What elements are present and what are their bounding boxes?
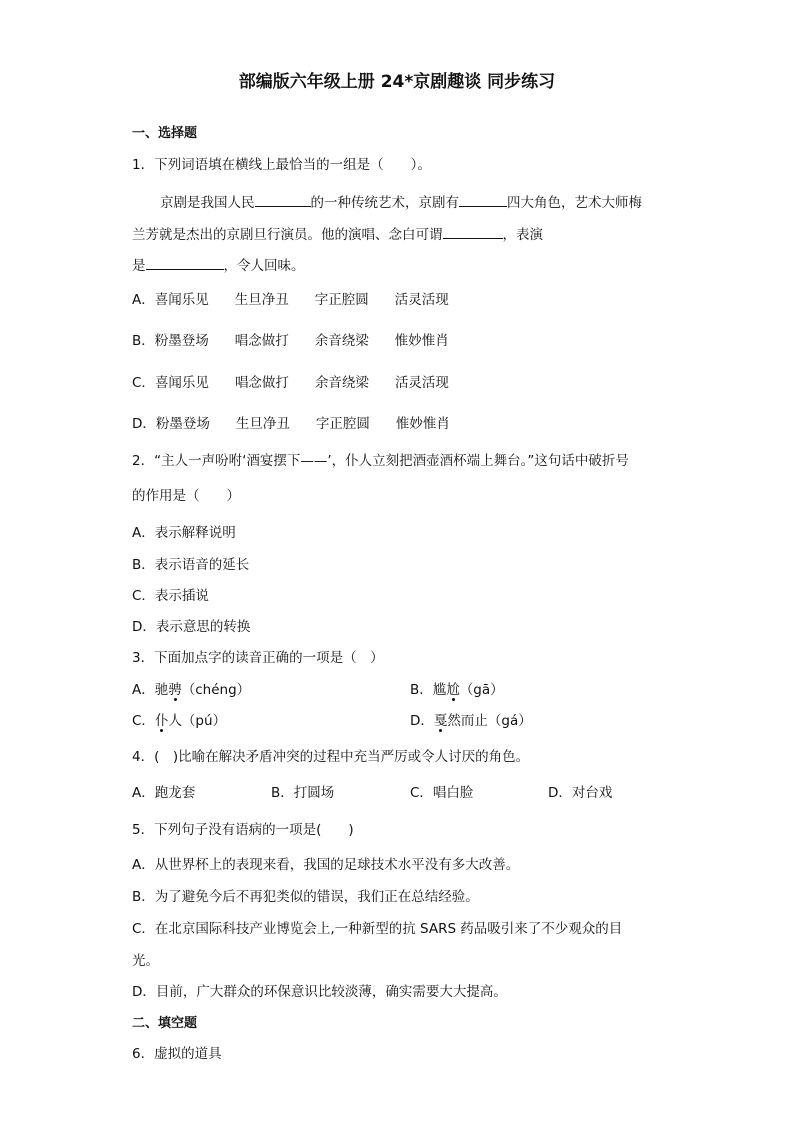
q3-option-b[interactable] [410,680,504,700]
q1-option-a[interactable] [132,290,475,310]
section-choice-heading: 一、选择题 [132,126,198,141]
option-word: 字正腔圆 [315,416,370,432]
option-label: B． [132,333,155,349]
dotted-char: 骋 [168,682,182,698]
q3-option-c[interactable] [132,711,226,731]
q2-option-c[interactable]: C．表示插说 [132,588,209,604]
q1-stem: 1．下列词语填在横线上最恰当的一组是（ ）。 [132,157,431,173]
q5-option-b[interactable]: B．为了避免今后不再犯类似的错误，我们正在总结经验。 [132,889,479,905]
q3-option-a[interactable] [132,680,250,700]
option-word: 余音绕梁 [314,375,369,391]
option-word: 活灵活现 [394,292,449,308]
q4-stem: 4．( )比喻在解决矛盾冲突的过程中充当严厉或令人讨厌的角色。 [132,749,530,765]
q1-passage-text: ，表演 [502,227,543,243]
option-word: 唱念做打 [234,375,289,391]
q1-passage-text: 的一种传统艺术，京剧有 [310,195,459,211]
option-text: 然而止（gá） [447,713,532,729]
q1-passage-line2 [132,224,543,245]
option-word: 生旦净丑 [235,416,290,432]
option-text: 人（pú） [168,713,227,729]
option-word: 惟妙惟肖 [395,416,450,432]
q5-option-a[interactable]: A．从世界杯上的表现来看，我国的足球技术水平没有多大改善。 [132,857,520,873]
q3-stem: 3．下面加点字的读音正确的一项是（ ） [132,650,384,666]
option-word: 粉墨登场 [155,416,210,432]
option-text: （chéng） [181,682,251,698]
q2-option-a[interactable]: A．表示解释说明 [132,525,236,541]
q2-option-b[interactable]: B．表示语音的延长 [132,557,250,573]
q6-stem: 6．虚拟的道具 [132,1046,222,1062]
page-title: 部编版六年级上册 24*京剧趣谈 同步练习 [238,72,556,92]
q1-passage-text: 兰芳就是杰出的京剧旦行演员。他的演唱、念白可谓 [132,227,443,243]
q5-stem: 5．下列句子没有语病的一项是( ) [132,822,354,838]
q1-passage-text: 是 [132,258,146,274]
dotted-char: 戛 [433,713,448,729]
q1-passage-text: 四大角色，艺术大师梅 [507,195,642,211]
option-text: A．驰 [132,682,169,698]
option-word: 活灵活现 [394,375,449,391]
option-word: 余音绕梁 [314,333,369,349]
q1-blank-1 [255,192,311,207]
q4-option-a[interactable]: A．跑龙套 [132,785,196,801]
q1-option-c[interactable] [132,373,475,393]
dotted-char: 尬 [446,682,460,698]
option-word: 唱念做打 [234,333,289,349]
option-word: 喜闻乐见 [154,292,209,308]
option-text: （gā） [459,682,504,698]
q1-blank-4 [146,255,224,270]
option-text: B．尴 [410,682,447,698]
option-word: 喜闻乐见 [154,375,209,391]
q2-stem-line1: 2．“主人一声吩咐‘酒宴摆下——’，仆人立刻把酒壶酒杯端上舞台。”这句话中破折号 [132,453,629,469]
option-label: A． [132,292,155,308]
option-label: D． [132,416,156,432]
option-word: 粉墨登场 [154,333,209,349]
q1-blank-3 [443,224,503,239]
dotted-char: 仆 [154,713,169,729]
q4-option-b[interactable]: B．打圆场 [271,785,335,801]
q1-option-d[interactable] [132,414,476,434]
option-text: C． [132,713,155,729]
option-word: 生旦净丑 [234,292,289,308]
q5-option-c-cont: 光。 [132,953,159,969]
option-word: 惟妙惟肖 [394,333,449,349]
q1-passage-line1 [160,192,642,213]
q1-passage-text: ，令人回味。 [223,258,305,274]
q3-option-d[interactable] [410,711,532,731]
q5-option-c[interactable]: C．在北京国际科技产业博览会上,一种新型的抗 SARS 药品吸引来了不少观众的目 [132,921,623,937]
q2-stem-line2: 的作用是（ ） [132,488,240,504]
q1-blank-2 [459,192,507,207]
q1-passage-line3 [132,255,305,276]
option-word: 字正腔圆 [314,292,369,308]
q1-option-b[interactable] [132,331,475,351]
q1-passage-text: 京剧是我国人民 [160,195,255,211]
q4-option-c[interactable]: C．唱白脸 [410,785,474,801]
q2-option-d[interactable]: D．表示意思的转换 [132,619,251,635]
option-label: C． [132,375,155,391]
option-text: D． [410,713,434,729]
section-fill-heading: 二、填空题 [132,1016,198,1031]
q5-option-d[interactable]: D．目前，广大群众的环保意识比较淡薄，确实需要大大提高。 [132,984,507,1000]
q4-option-d[interactable]: D．对台戏 [548,785,613,801]
